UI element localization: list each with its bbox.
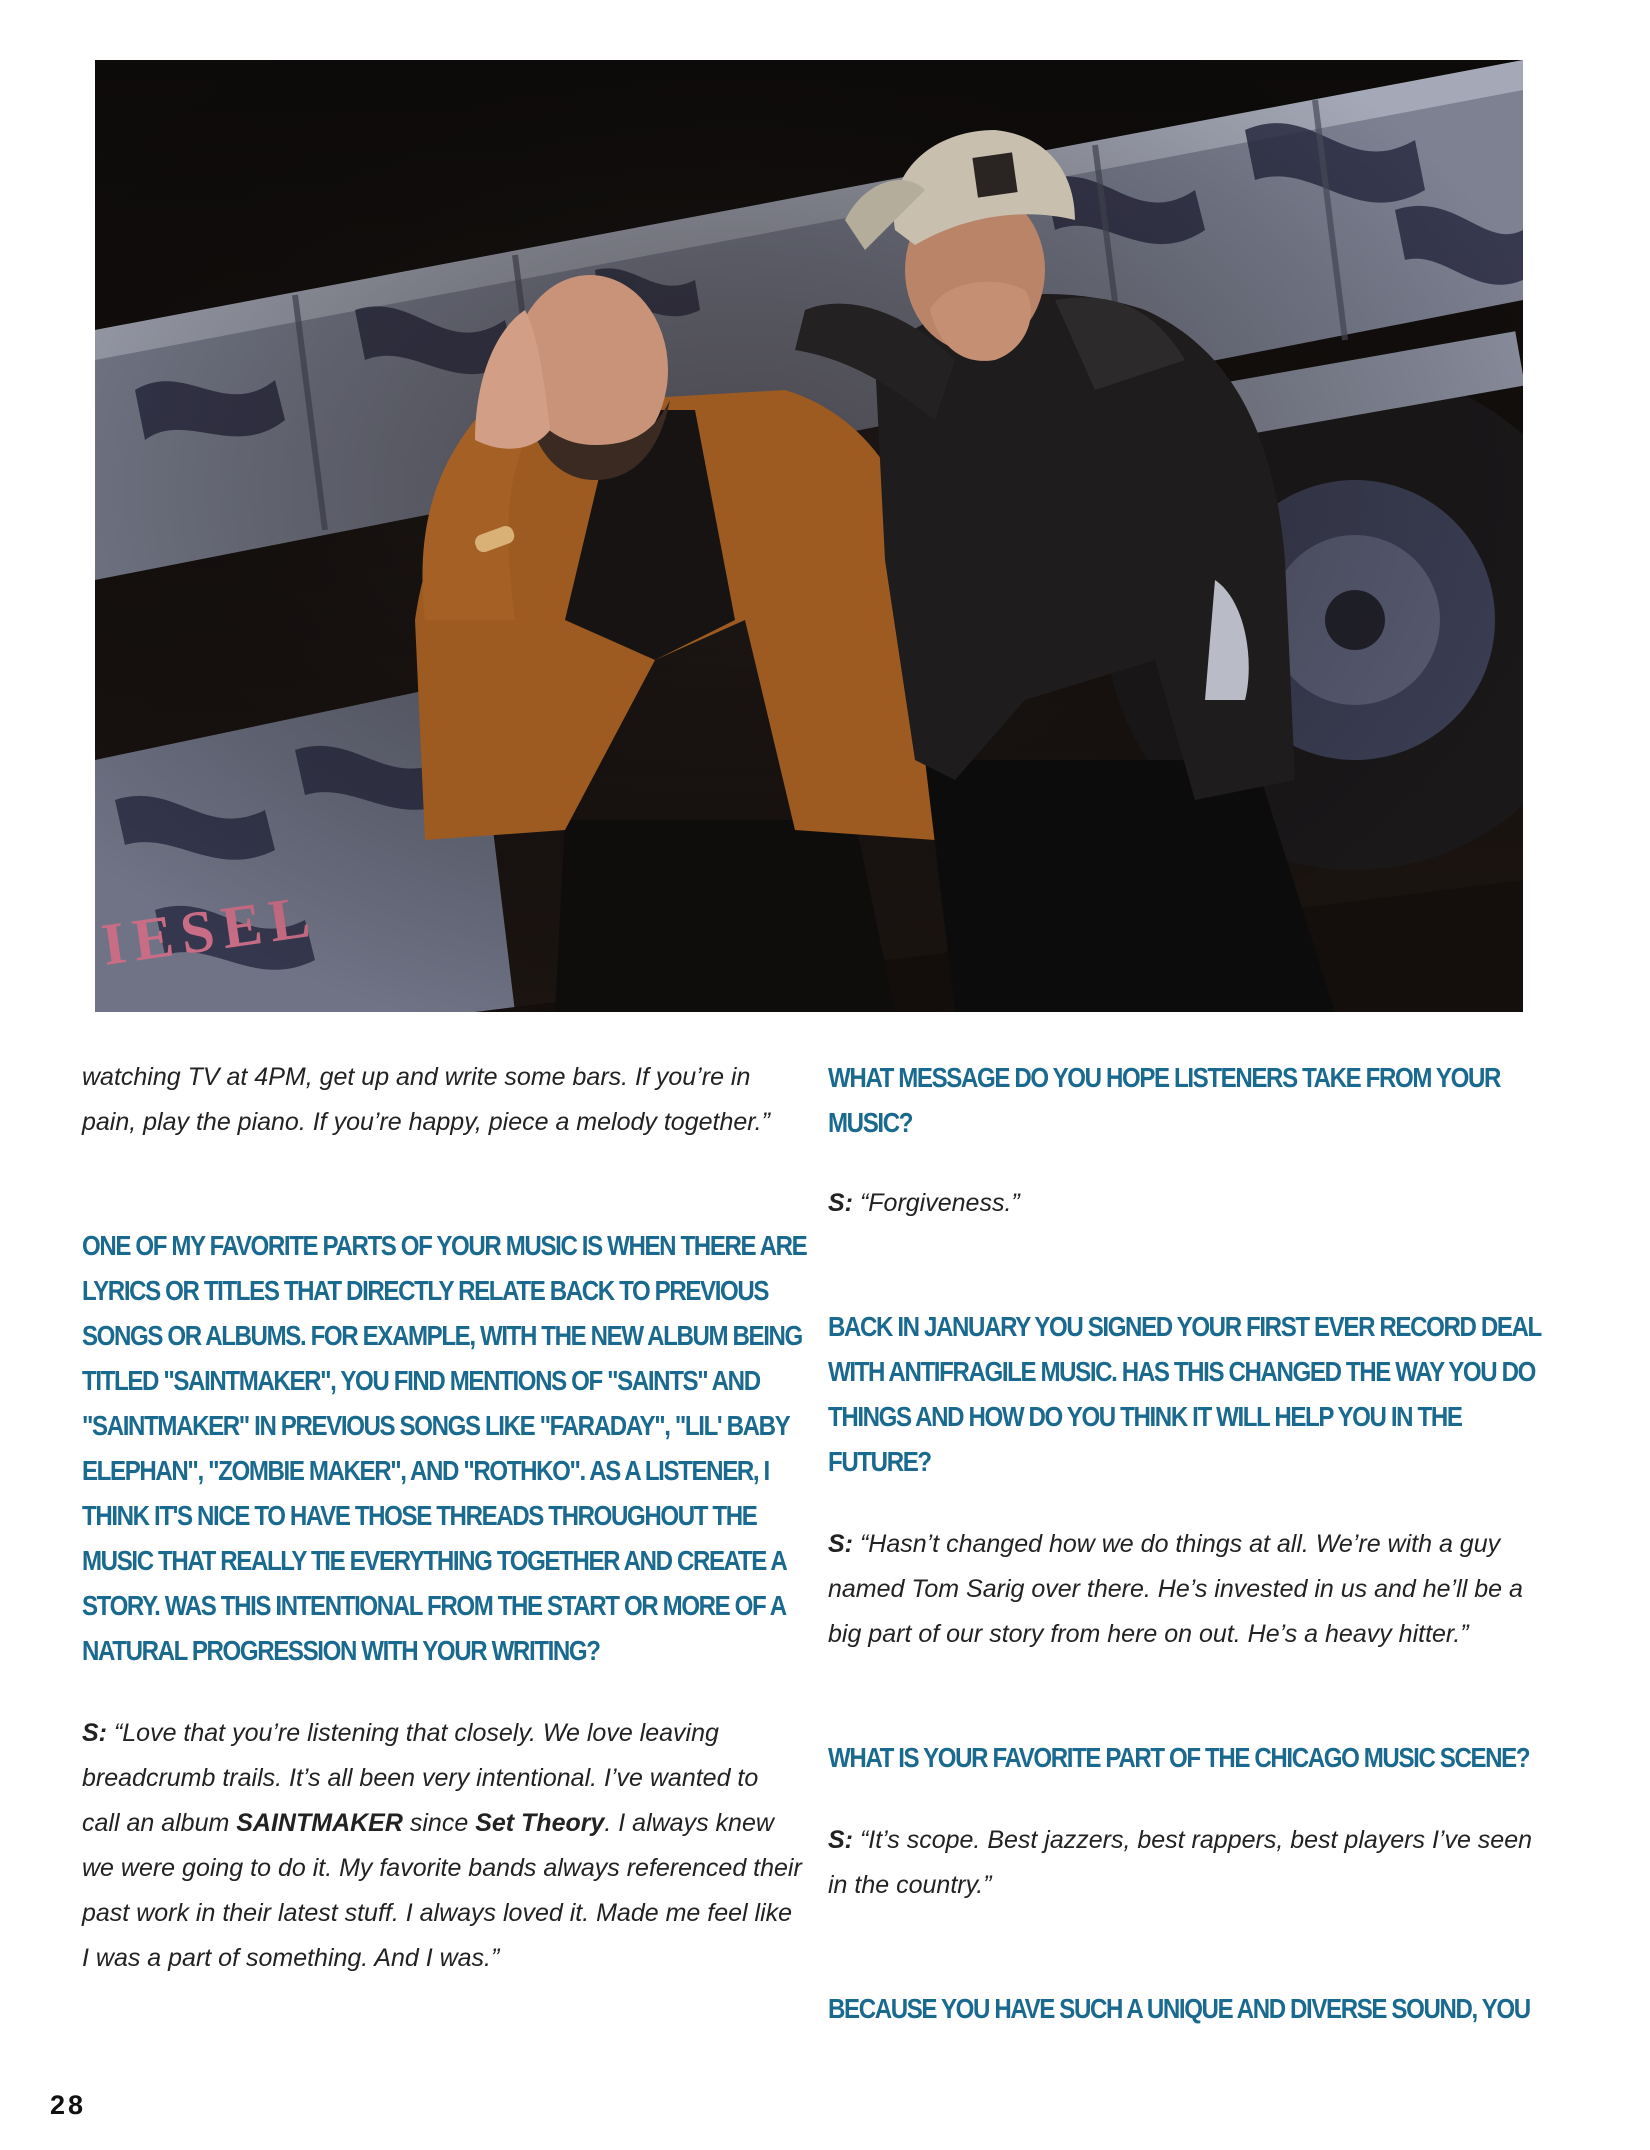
answer-text: “Hasn’t changed how we do things at all. We’re with a guy named Tom Sarig over there. He’s invested in us and he’ll be a big part of our story from here on out. He’s a heavy hitter.” xyxy=(828,1530,1523,1648)
photo-illustration xyxy=(95,60,1523,1012)
answer-text: “Forgiveness.” xyxy=(853,1189,1020,1217)
speaker-label: S: xyxy=(828,1826,853,1854)
album-title: SAINTMAKER xyxy=(236,1809,403,1837)
album-title: Set Theory xyxy=(475,1809,605,1837)
question-heading: WHAT IS YOUR FAVORITE PART OF THE CHICAGO MUSIC SCENE? xyxy=(828,1742,1530,1773)
question-heading: BECAUSE YOU HAVE SUCH A UNIQUE AND DIVERSE SOUND, YOU xyxy=(828,1993,1530,2024)
answer-text: . I always knew we were going to do it. My favorite bands always referenced their past work in their latest stuff. I always loved it. Made me feel like I was a part of something. And I was.” xyxy=(82,1809,802,1972)
page-number: 28 xyxy=(50,2090,87,2120)
feature-photo xyxy=(95,60,1523,1012)
answer-text: “It’s scope. Best jazzers, best rappers, best players I’ve seen in the country.” xyxy=(828,1826,1533,1899)
answer-paragraph xyxy=(828,1818,1550,1908)
answer-continued: watching TV at 4PM, get up and write some bars. If you’re in pain, play the piano. If you’re happy, piece a melody together.” xyxy=(82,1063,770,1136)
answer-paragraph xyxy=(82,1711,802,1981)
answer-text: “Love that you’re listening that closely. We love leaving breadcrumb trails. It’s all been very intentional. I’ve wanted to call an album xyxy=(82,1719,759,1837)
right-column xyxy=(828,1055,1550,2031)
answer-text: since xyxy=(402,1809,476,1837)
speaker-label: S: xyxy=(828,1530,853,1558)
speaker-label: S: xyxy=(82,1719,107,1747)
left-column xyxy=(82,1055,807,1981)
question-heading: BACK IN JANUARY YOU SIGNED YOUR FIRST EVER RECORD DEAL WITH ANTIFRAGILE MUSIC. HAS THIS CHANGED THE WAY YOU DO THINGS AND HOW DO YOU THINK IT WILL HELP YOU IN THE FUTURE? xyxy=(828,1311,1541,1477)
question-heading: WHAT MESSAGE DO YOU HOPE LISTENERS TAKE FROM YOUR MUSIC? xyxy=(828,1062,1500,1138)
answer-paragraph xyxy=(828,1181,1550,1226)
answer-paragraph xyxy=(828,1522,1550,1657)
speaker-label: S: xyxy=(828,1189,853,1217)
question-heading: ONE OF MY FAVORITE PARTS OF YOUR MUSIC IS WHEN THERE ARE LYRICS OR TITLES THAT DIRECTLY RELATE BACK TO PREVIOUS SONGS OR ALBUMS. FOR EXAMPLE, WITH THE NEW ALBUM BEING TITLED "SAINTMAKER", YOU FIND MENTIONS OF "SAINTS" AND "SAINTMAKER" IN PREVIOUS SONGS LIKE "FARADAY", "LIL' BABY ELEPHAN", "ZOMBIE MAKER", AND "ROTHKO". AS A LISTENER, I THINK IT'S NICE TO HAVE THOSE THREADS THROUGHOUT THE MUSIC THAT REALLY TIE EVERYTHING TOGETHER AND CREATE A STORY. WAS THIS INTENTIONAL FROM THE START OR MORE OF A NATURAL PROGRESSION WITH YOUR WRITING? xyxy=(82,1230,807,1666)
